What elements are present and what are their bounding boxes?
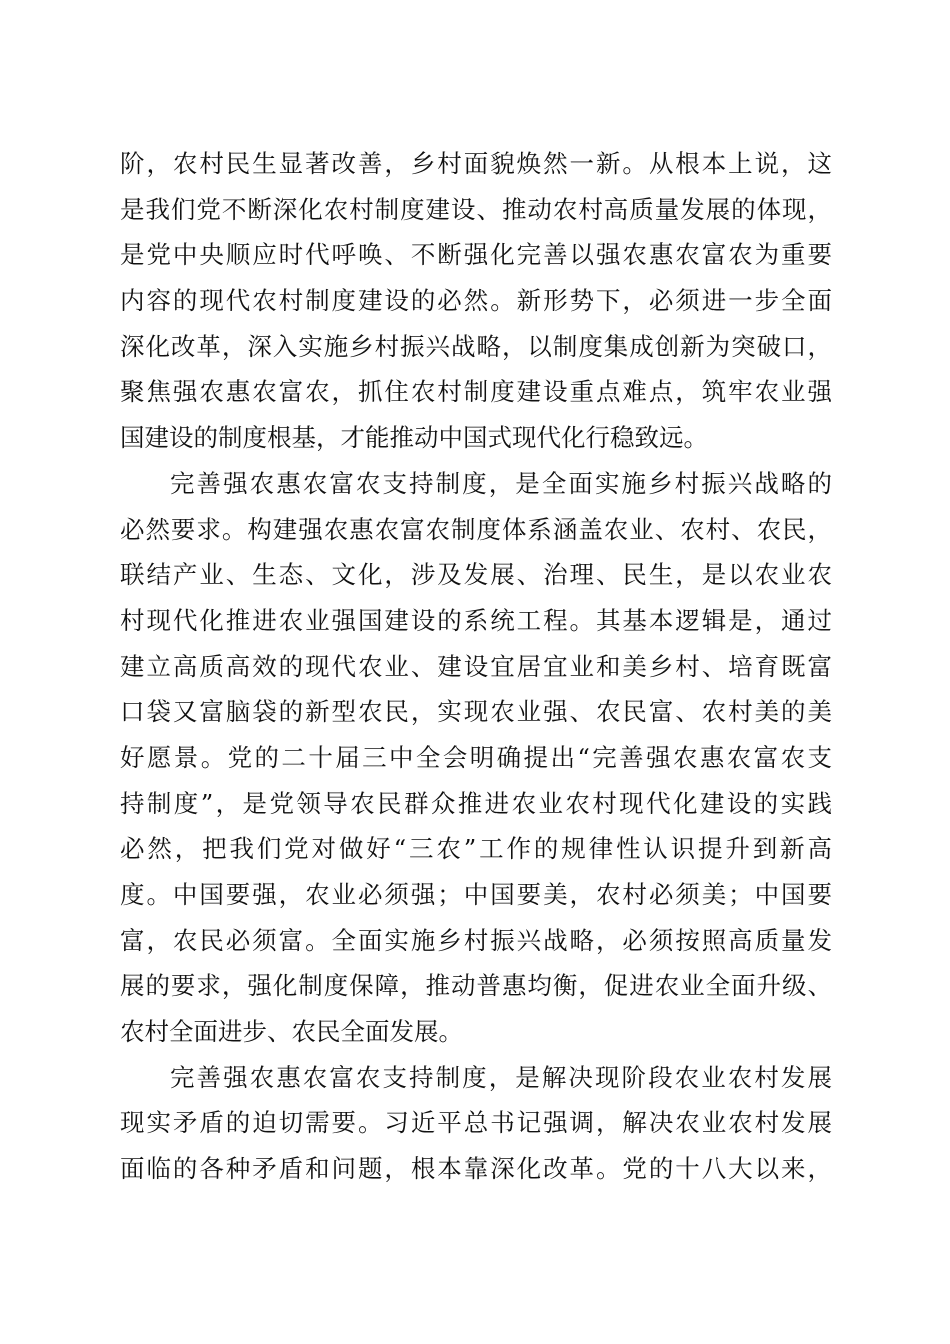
text-line: 展的要求，强化制度保障，推动普惠均衡，促进农业全面升级、	[120, 971, 832, 1001]
text-line: 口袋又富脑袋的新型农民，实现农业强、农民富、农村美的美	[120, 697, 832, 727]
paragraph-first-line: 完善强农惠农富农支持制度，是解决现阶段农业农村发展	[170, 1062, 832, 1092]
text-line: 阶，农村民生显著改善，乡村面貌焕然一新。从根本上说，这	[120, 149, 832, 178]
text-line: 国建设的制度根基，才能推动中国式现代化行稳致远。	[120, 423, 708, 453]
text-line: 必然，把我们党对做好“三农”工作的规律性认识提升到新高	[120, 834, 832, 864]
text-line: 现实矛盾的迫切需要。习近平总书记强调，解决农业农村发展	[120, 1108, 832, 1138]
text-line: 必然要求。构建强农惠农富农制度体系涵盖农业、农村、农民，	[120, 514, 832, 544]
text-line: 是我们党不断深化农村制度建设、推动农村高质量发展的体现，	[120, 194, 832, 224]
paragraph-first-line: 完善强农惠农富农支持制度，是全面实施乡村振兴战略的	[170, 468, 832, 498]
body-text	[120, 141, 832, 1192]
text-line: 联结产业、生态、文化，涉及发展、治理、民生，是以农业农	[120, 560, 832, 590]
text-line: 是党中央顺应时代呼唤、不断强化完善以强农惠农富农为重要	[120, 240, 832, 270]
text-line: 农村全面进步、农民全面发展。	[120, 1017, 463, 1047]
text-line: 持制度”，是党领导农民群众推进农业农村现代化建设的实践	[120, 788, 832, 818]
text-line: 深化改革，深入实施乡村振兴战略，以制度集成创新为突破口，	[120, 331, 832, 361]
text-line: 好愿景。党的二十届三中全会明确提出“完善强农惠农富农支	[120, 742, 832, 772]
text-line: 内容的现代农村制度建设的必然。新形势下，必须进一步全面	[120, 286, 832, 316]
text-line: 建立高质高效的现代农业、建设宜居宜业和美乡村、培育既富	[120, 651, 832, 681]
text-line: 度。中国要强，农业必须强；中国要美，农村必须美；中国要	[120, 880, 832, 909]
text-line: 聚焦强农惠农富农，抓住农村制度建设重点难点，筑牢农业强	[120, 377, 832, 407]
text-line: 面临的各种矛盾和问题，根本靠深化改革。党的十八大以来，	[120, 1154, 832, 1184]
text-line: 村现代化推进农业强国建设的系统工程。其基本逻辑是，通过	[120, 605, 832, 635]
text-line: 富，农民必须富。全面实施乡村振兴战略，必须按照高质量发	[120, 925, 832, 955]
